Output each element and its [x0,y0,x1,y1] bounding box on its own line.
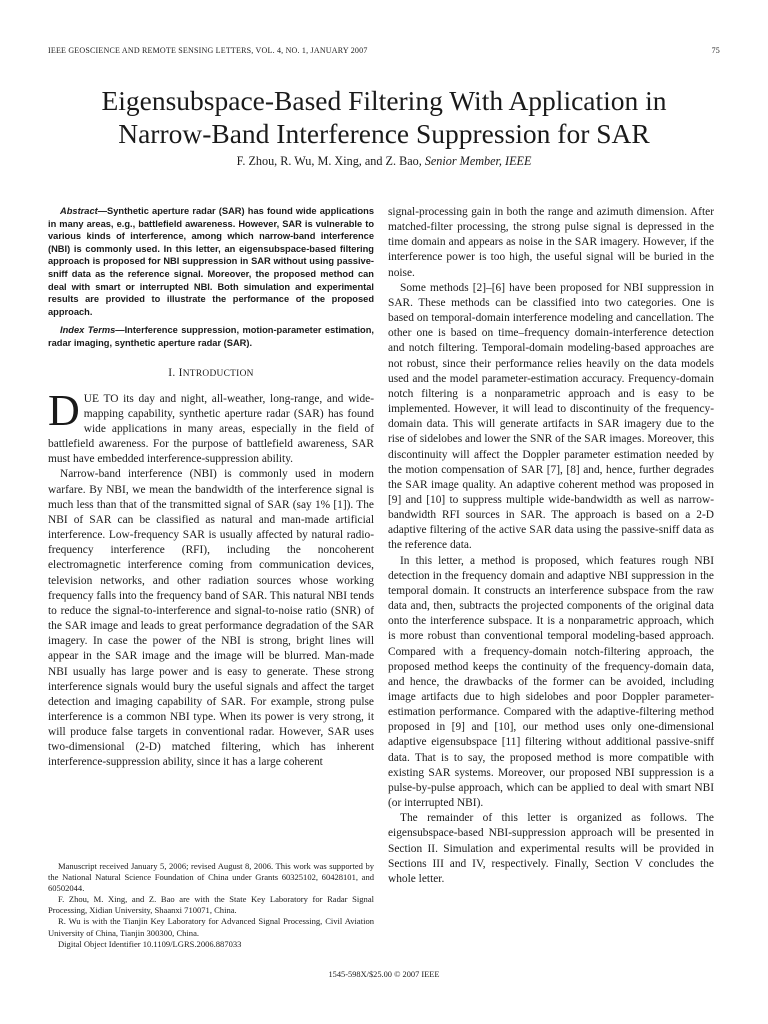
index-terms-label: Index Terms [60,325,116,336]
left-column [48,205,374,771]
abstract [48,205,374,318]
running-header [48,46,720,55]
intro-paragraph-2: Narrow-band interference (NBI) is commonly used in modern warfare. By NBI, we mean the bandwidth of the interference signal is much less than that of the transmitted signal of SAR (say 1% [1]). The NBI of SAR can be classified as natural and man-made artificial interference. Low-frequency SAR is usually affected by natural radio-frequency interference (RFI), including the noncoherent electromagnetic interference coming from communication devices, television networks, and other radiation sources whose working frequency falls into the frequency band of SAR. This natural NBI tends to reduce the signal-to-interference and signal-to-noise ratio (SNR) of the SAR image and leads to great performance degradation of the SAR imagery. In case the power of the NBI is strong, bright lines will appear in the SAR image and the image will be blurred. Man-made NBI usually has large power and is easy to generate. These strong interference signals would bury the useful signals and affect the target detection and imaging capability of SAR. For example, strong pulse interference is a common NBI type. When its power is very strong, it will produce false targets in conventional radar. However, SAR uses two-dimensional (2-D) matched filtering, which has inherent interference-suppression ability, since it has a large coherent [48,468,374,769]
abstract-label: Abstract [60,206,98,216]
footnote-affiliation-2: R. Wu is with the Tianjin Key Laboratory for Advanced Signal Processing, Civil Aviation University of China, Tianjin 300300, China. [48,916,374,938]
index-terms-text: —Interference suppression, motion-parameter estimation, radar imaging, synthetic aperture radar (SAR). [48,325,374,348]
abstract-text: —Synthetic aperture radar (SAR) has found wide applications in many areas, e.g., battlefield awareness. However, SAR is vulnerable to various kinds of interference, among which narrow-band interference (NBI) is commonly used. In this letter, an eigensubspace-based filtering approach is proposed for NBI suppression in SAR without using passive-sniff data as the reference signal. Moreover, the proposed method can deal with smart or interrupted NBI. Both simulation and experimental results are provided to illustrate the performance of the proposed approach. [48,206,374,317]
copyright-footer: 1545-598X/$25.00 © 2007 IEEE [328,970,440,979]
title-line-2: Narrow-Band Interference Suppression for SAR [118,118,650,149]
right-column [388,205,714,887]
right-paragraph-3: In this letter, a method is proposed, which features rough NBI detection in the frequency domain and adaptive NBI suppression in the temporal domain. It constructs an interference subspace from the raw data and, then, subtracts the projected components of the original data onto the interference subspace. It is a nonparametric approach, which is more robust than conventional temporal modeling-based approach. Compared with a frequency-domain notch-filtering approach, the proposed method keeps the continuity of the frequency-domain data, and hence, the drawbacks of the former can be avoided, including image artifacts due to high sidelobes and poor Doppler parameter-estimation performance. Compared with the adaptive-filtering method proposed in [9] and [10], our method uses only one-dimensional adaptive eigensubspace [11] filtering without additional passive-sniff data. That is to say, the proposed method is more compatible with existing SAR systems. Moreover, our proposed NBI suppression is a pulse-by-pulse approach, which can be applied to deal with smart NBI (or interrupted NBI). [388,554,714,810]
drop-cap: D [48,385,80,435]
footnote-manuscript: Manuscript received January 5, 2006; revised August 8, 2006. This work was supported by the National Natural Science Foundation of China under Grants 60325102, 60428101, and 60502044. [48,861,374,894]
page-number: 75 [711,46,720,55]
author-role: Senior Member, IEEE [424,154,532,168]
intro-paragraph-1: DUE TO its day and night, all-weather, long-range, and wide-mapping capability, synthetic aperture radar (SAR) has found wide applications in many areas, especially in the field of battlefield awareness. For the purpose of battlefield awareness, SAR must have embedded interference-suppression ability. [48,385,374,466]
footnote-block [48,861,374,950]
section-heading-introduction: I. INTRODUCTION [168,366,254,379]
author-list [0,154,768,169]
right-paragraph-2: Some methods [2]–[6] have been proposed for NBI suppression in SAR. These methods can be classified into two categories. One is based on temporal-domain interference modeling and cancellation. The other one is based on time–frequency domain-interference detection and notch filtering. Temporal-domain modeling-based approaches are not robust, since their performance relies heavily on the data models used and the model parameter-estimation accuracy. Frequency-domain notch filtering is a nonparametric approach and is easy to be implemented. However, it will lead to discontinuity of the frequency-domain data. This will generate artifacts in SAR imagery due to the rise of sidelobes and lower the SNR of the SAR images. Moreover, this discontinuity will affect the Doppler parameter estimation needed by the motion compensation of SAR [7], [8] and, hence, further degrades the SAR image quality. An adaptive coherent method was proposed in [9] and [10] to suppress multiple wide-bandwidth as well as narrow-bandwidth RFI sources in SAR. The approach is based on a 2-D adaptive filtering of the active SAR data using the passive-sniff data as the reference data. [388,281,714,552]
journal-name: IEEE GEOSCIENCE AND REMOTE SENSING LETTERS, VOL. 4, NO. 1, JANUARY 2007 [48,46,368,55]
footnote-affiliation-1: F. Zhou, M. Xing, and Z. Bao are with the State Key Laboratory for Radar Signal Processing, Xidian University, Shaanxi 710071, China. [48,894,374,916]
index-terms [48,324,374,349]
footnote-doi: Digital Object Identifier 10.1109/LGRS.2006.887033 [58,938,242,949]
title-line-1: Eigensubspace-Based Filtering With Application in [101,85,667,116]
author-names: F. Zhou, R. Wu, M. Xing, and Z. Bao, [236,154,425,168]
right-paragraph-4: The remainder of this letter is organized as follows. The eigensubspace-based NBI-suppression approach will be presented in Section II. Simulation and experimental results will be provided in Sections III and IV, respectively. Finally, Section V concludes the whole letter. [388,812,714,885]
right-paragraph-1: signal-processing gain in both the range and azimuth dimension. After matched-filter processing, the strong pulse signal is depressed in the time domain and appears as noise in the SAR imagery. However, if the interference power is too high, the useful signal will be buried in the noise. [388,206,714,279]
paper-title [20,84,748,150]
